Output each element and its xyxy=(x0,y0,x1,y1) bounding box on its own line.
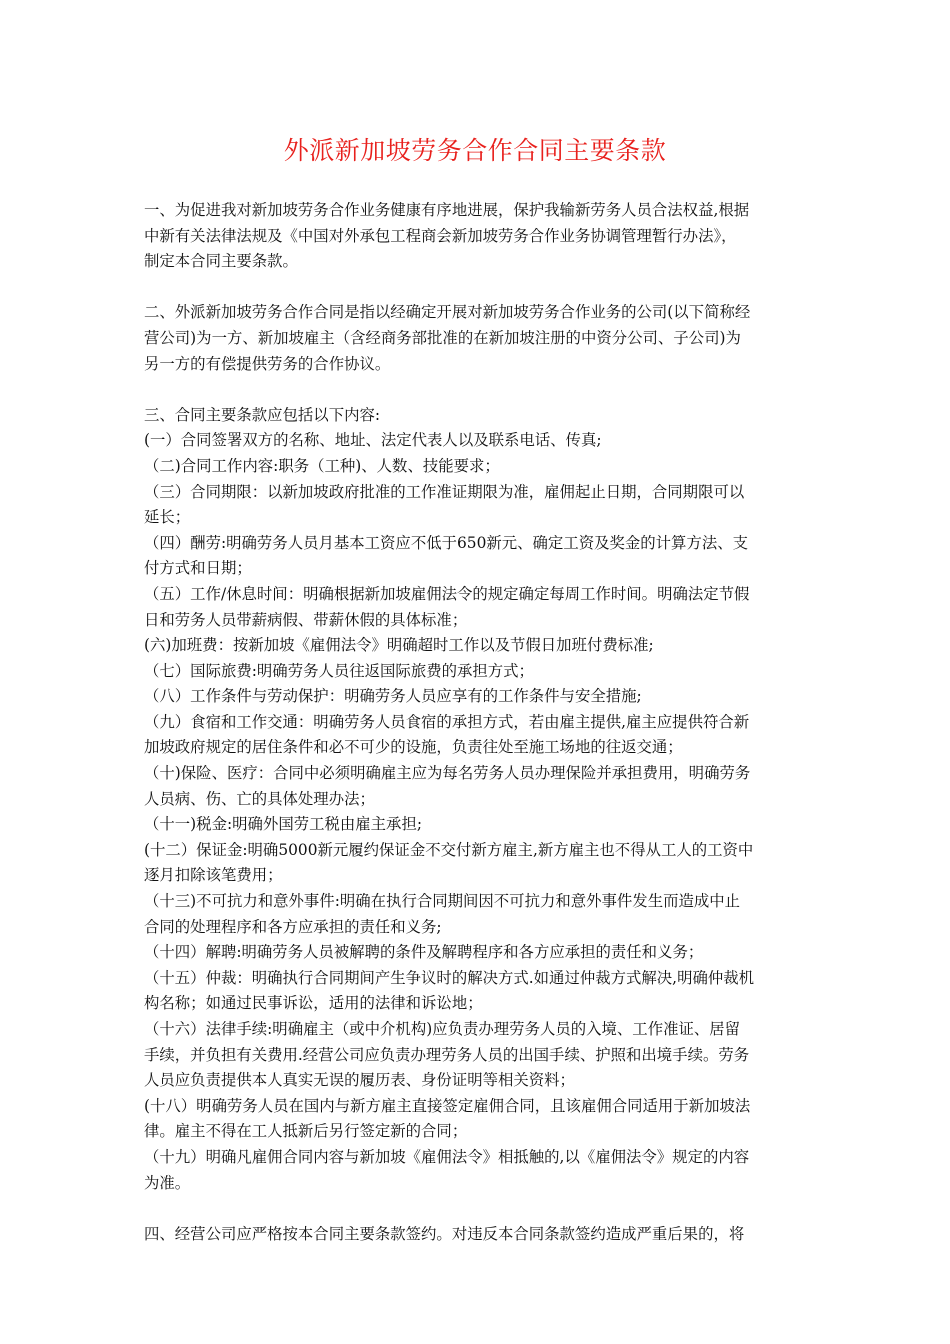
body-text-line: （九）食宿和工作交通：明确劳务人员食宿的承担方式，若由雇主提供,雇主应提供符合新 xyxy=(144,712,750,731)
body-text-line: 逐月扣除该笔费用； xyxy=(144,866,283,885)
body-text-line: （八）工作条件与劳动保护：明确劳务人员应享有的工作条件与安全措施; xyxy=(144,687,642,706)
body-text-line: （七）国际旅费:明确劳务人员往返国际旅费的承担方式； xyxy=(144,661,534,680)
body-text-line: （十六）法律手续:明确雇主（或中介机构)应负责办理劳务人员的入境、工作准证、居留 xyxy=(144,1020,741,1038)
body-text-line: 延长； xyxy=(144,508,191,527)
body-text-line: （十九）明确凡雇佣合同内容与新加坡《雇佣法令》相抵触的,以《雇佣法令》规定的内容 xyxy=(144,1147,750,1166)
body-text-line: （十三)不可抗力和意外事件:明确在执行合同期间因不可抗力和意外事件发生而造成中止 xyxy=(144,892,741,911)
blank-line xyxy=(144,377,809,403)
document-body xyxy=(144,198,809,1247)
document-title: 外派新加坡劳务合作合同主要条款 xyxy=(283,136,667,165)
body-text-line: 手续，并负担有关费用.经营公司应负责办理劳务人员的出国手续、护照和出境手续。劳务 xyxy=(144,1045,750,1064)
body-text-line: 合同的处理程序和各方应承担的责任和义务; xyxy=(144,917,442,936)
body-text-line: 日和劳务人员带薪病假、带薪休假的具体标准； xyxy=(144,610,468,629)
body-text-line: 律。雇主不得在工人抵新后另行签定新的合同； xyxy=(144,1122,468,1141)
body-text-line: 人员病、伤、亡的具体处理办法； xyxy=(144,789,375,808)
body-text-line: 构名称；如通过民事诉讼，适用的法律和诉讼地； xyxy=(144,994,483,1013)
body-text-line: （三）合同期限：以新加坡政府批准的工作准证期限为准，雇佣起止日期，合同期限可以 xyxy=(144,482,745,501)
body-text-line: （十五）仲裁：明确执行合同期间产生争议时的解决方式.如通过仲裁方式解决,明确仲裁机 xyxy=(144,968,755,987)
body-text-line: 中新有关法律法规及《中国对外承包工程商会新加坡劳务合作业务协调管理暂行办法》， xyxy=(144,226,737,245)
body-text-line: (一）合同签署双方的名称、地址、法定代表人以及联系电话、传真; xyxy=(144,431,602,450)
body-text-line: 制定本合同主要条款。 xyxy=(144,252,298,271)
body-text-line: 三、合同主要条款应包括以下内容: xyxy=(144,405,381,424)
body-text-line: 人员应负责提供本人真实无误的履历表、身份证明等相关资料； xyxy=(144,1071,575,1090)
blank-line xyxy=(144,1196,809,1222)
blank-line xyxy=(144,275,809,301)
body-text-line: （四）酬劳:明确劳务人员月基本工资应不低于650新元、确定工资及奖金的计算方法、支 xyxy=(144,533,749,552)
body-text-line: 二、外派新加坡劳务合作合同是指以经确定开展对新加坡劳务合作业务的公司(以下简称经 xyxy=(144,303,751,322)
body-text-line: （十一)税金:明确外国劳工税由雇主承担; xyxy=(144,815,423,834)
body-text-line: 营公司)为一方、新加坡雇主（含经商务部批准的在新加坡注册的中资分公司、子公司)为 xyxy=(144,328,741,347)
body-text-line: (六)加班费：按新加坡《雇佣法令》明确超时工作以及节假日加班付费标准; xyxy=(144,636,654,655)
body-text-line: (十八）明确劳务人员在国内与新方雇主直接签定雇佣合同，且该雇佣合同适用于新加坡法 xyxy=(144,1096,751,1115)
body-text-line: 为准。 xyxy=(144,1173,191,1192)
body-text-line: 四、经营公司应严格按本合同主要条款签约。对违反本合同条款签约造成严重后果的，将 xyxy=(144,1224,745,1243)
body-text-line: （十四）解聘:明确劳务人员被解聘的条件及解聘程序和各方应承担的责任和义务； xyxy=(144,943,704,962)
body-text-line: （十)保险、医疗：合同中必须明确雇主应为每名劳务人员办理保险并承担费用，明确劳务 xyxy=(144,764,751,783)
body-text-line: 一、为促进我对新加坡劳务合作业务健康有序地进展，保护我输新劳务人员合法权益,根据 xyxy=(144,201,750,219)
body-text-line: 加坡政府规定的居住条件和必不可少的设施，负责往处至施工场地的往返交通； xyxy=(144,738,683,757)
body-text-line: (十二）保证金:明确5000新元履约保证金不交付新方雇主,新方雇主也不得从工人的工资中 xyxy=(144,840,754,859)
body-text-line: 另一方的有偿提供劳务的合作协议。 xyxy=(144,354,391,373)
body-text-line: （二)合同工作内容:职务（工种)、人数、技能要求； xyxy=(144,456,500,475)
body-text-line: 付方式和日期； xyxy=(144,559,252,578)
body-text-line: （五）工作/休息时间：明确根据新加坡雇佣法令的规定确定每周工作时间。明确法定节假 xyxy=(144,584,750,603)
